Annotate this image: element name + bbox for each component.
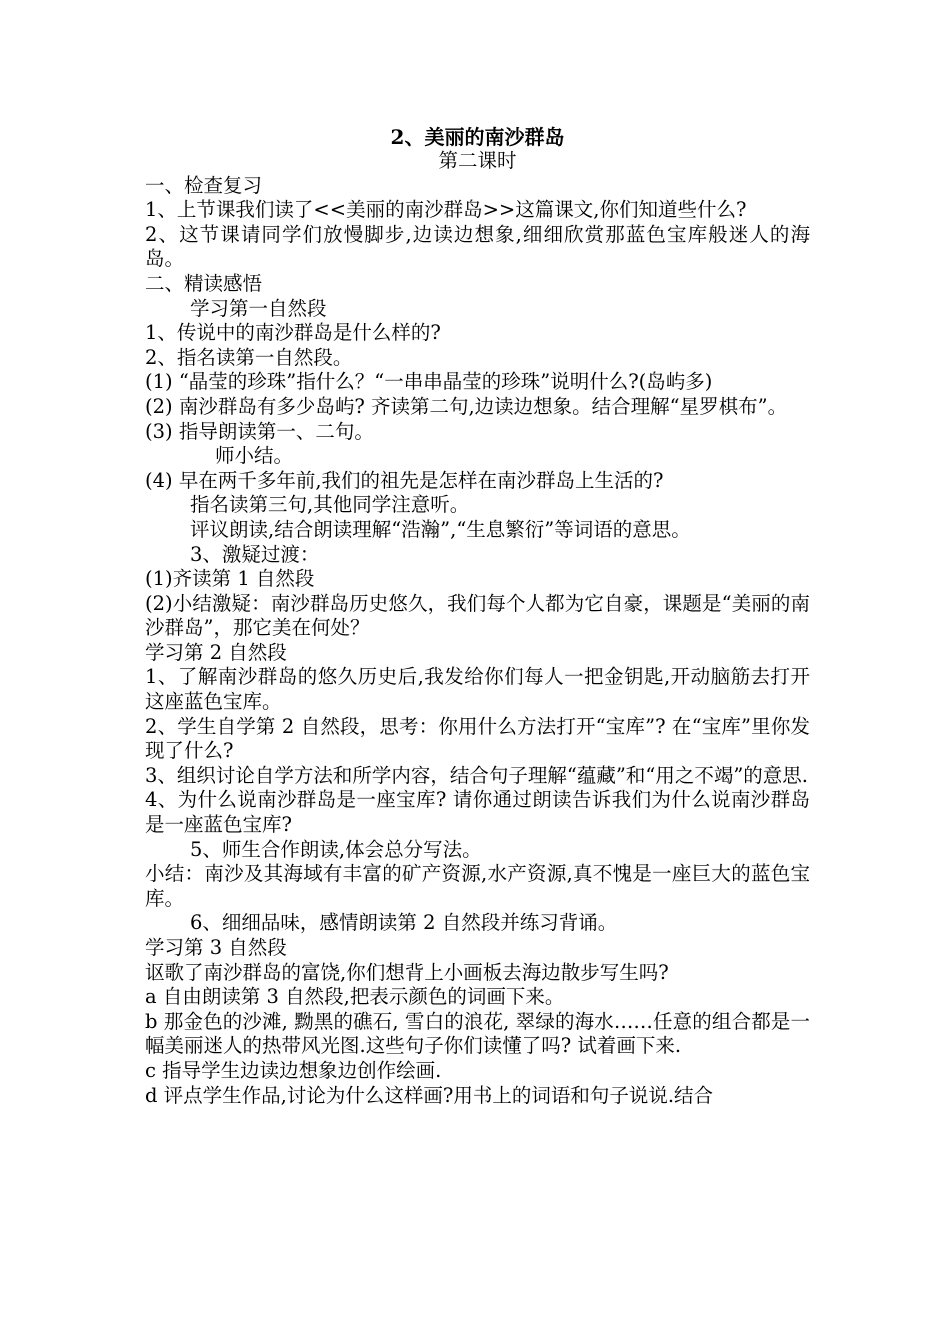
paragraph: 5、师生合作朗读,体会总分写法。 xyxy=(190,837,482,861)
paragraph: 评议朗读,结合朗读理解“浩瀚”,“生息繁衍”等词语的意思。 xyxy=(190,517,691,541)
paragraph: (2) 南沙群岛有多少岛屿? 齐读第二句,边读边想象。结合理解“星罗棋布”。 xyxy=(145,394,788,418)
paragraph: 1、了解南沙群岛的悠久历史后,我发给你们每人一把金钥匙,开动脑筋去打开这座蓝色宝库。 xyxy=(145,665,810,714)
paragraph: 讴歌了南沙群岛的富饶,你们想背上小画板去海边散步写生吗? xyxy=(145,960,669,984)
paragraph: 学习第 3 自然段 xyxy=(145,936,287,959)
paragraph: (1)齐读第 1 自然段 xyxy=(145,567,315,591)
paragraph: 小结：南沙及其海域有丰富的矿产资源,水产资源,真不愧是一座巨大的蓝色宝库。 xyxy=(145,862,810,910)
paragraph: d 评点学生作品,讨论为什么这样画?用书上的词语和句子说说.结合 xyxy=(145,1083,714,1107)
paragraph: b 那金色的沙滩, 黝黑的礁石, 雪白的浪花, 翠绿的海水……任意的组合都是一幅美丽迷人的热带风光图.这些句子你们读懂了吗? 试着画下来. xyxy=(145,1009,810,1058)
paragraph: 学习第一自然段 xyxy=(190,296,327,320)
paragraph: 4、为什么说南沙群岛是一座宝库? 请你通过朗读告诉我们为什么说南沙群岛是一座蓝色宝库? xyxy=(145,788,810,837)
paragraph: 二、精读感悟 xyxy=(145,271,263,295)
paragraph: 一、检查复习 xyxy=(145,173,263,197)
paragraph: (2)小结激疑：南沙群岛历史悠久，我们每个人都为它自豪，课题是“美丽的南沙群岛”，那它美在何处？ xyxy=(145,591,810,640)
paragraph: 3、激疑过渡： xyxy=(190,542,320,566)
paragraph: c 指导学生边读边想象边创作绘画. xyxy=(145,1058,442,1082)
paragraph: 1、上节课我们读了<<美丽的南沙群岛>>这篇课文,你们知道些什么? xyxy=(145,198,747,222)
paragraph: 6、细细品味，感情朗读第 2 自然段并练习背诵。 xyxy=(190,911,618,935)
paragraph: 3、组织讨论自学方法和所学内容，结合句子理解“蕴藏”和“用之不竭”的意思. xyxy=(145,763,808,787)
paragraph: 2、这节课请同学们放慢脚步,边读边想象,细细欣赏那蓝色宝库般迷人的海岛。 xyxy=(145,222,810,271)
paragraph: a 自由朗读第 3 自然段,把表示颜色的词画下来。 xyxy=(145,985,565,1009)
document-page xyxy=(145,125,810,1108)
document-subtitle: 第二课时 xyxy=(438,149,517,172)
document-title: 2、美丽的南沙群岛 xyxy=(390,125,565,149)
paragraph: 2、指名读第一自然段。 xyxy=(145,345,353,369)
paragraph: (4) 早在两千多年前,我们的祖先是怎样在南沙群岛上生活的? xyxy=(145,468,664,492)
document-body xyxy=(145,174,810,1109)
paragraph: 指名读第三句,其他同学注意听。 xyxy=(190,493,470,517)
paragraph: 师小结。 xyxy=(215,444,294,468)
paragraph: 1、传说中的南沙群岛是什么样的? xyxy=(145,321,441,345)
paragraph: 学习第 2 自然段 xyxy=(145,640,287,664)
paragraph: (3) 指导朗读第一、二句。 xyxy=(145,419,374,443)
paragraph: (1) “晶莹的珍珠”指什么？“一串串晶莹的珍珠”说明什么?(岛屿多) xyxy=(145,370,713,394)
paragraph: 2、学生自学第 2 自然段，思考：你用什么方法打开“宝库”? 在“宝库”里你发现了什么? xyxy=(145,714,810,763)
